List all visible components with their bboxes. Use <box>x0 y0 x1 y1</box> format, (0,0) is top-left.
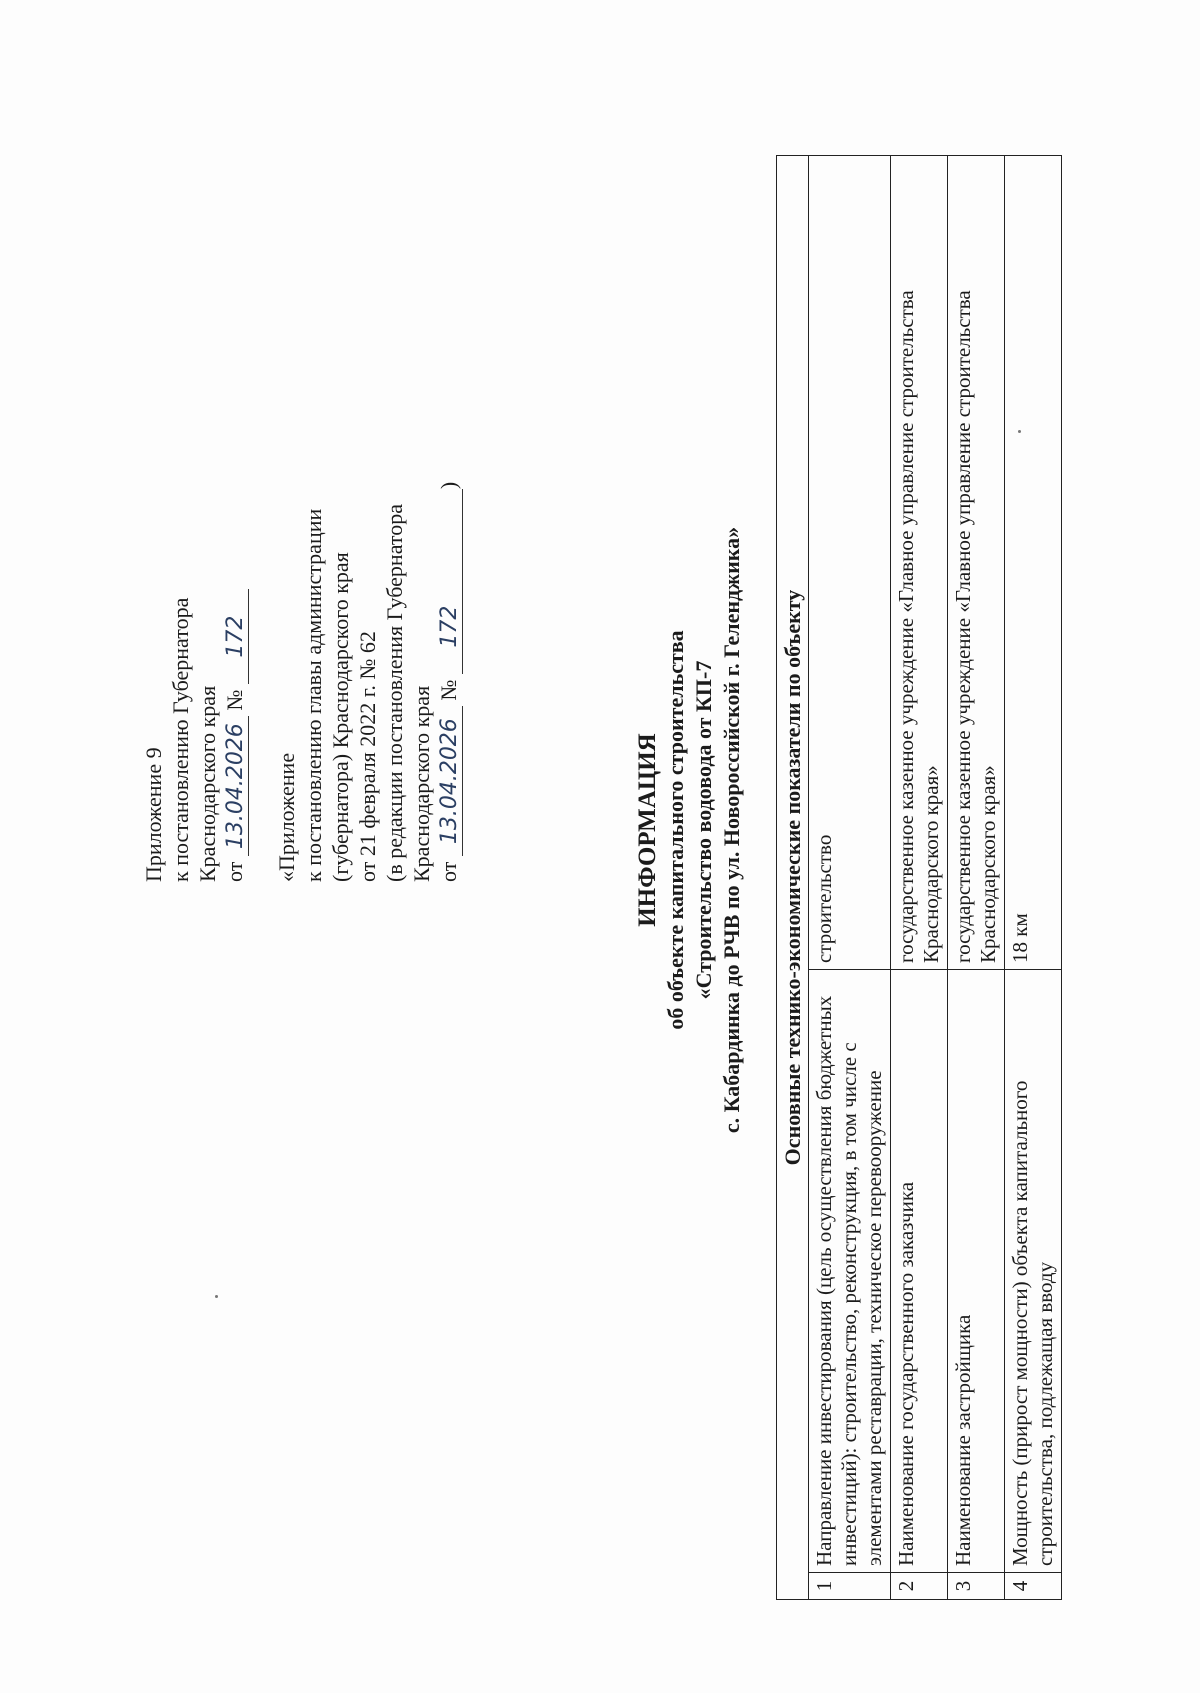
from-label: от <box>436 861 461 882</box>
appendix-ref-line: к постановлению Губернатора <box>168 597 193 882</box>
closing-paren: ) <box>436 481 461 490</box>
row-value: государственное казенное учреждение «Главное управление строительства Краснодарского края» <box>891 156 948 970</box>
handwritten-number: 172 <box>438 579 463 674</box>
row-number: 3 <box>948 1573 1005 1600</box>
table-row <box>948 156 1005 1600</box>
table-header-row <box>777 156 809 1600</box>
handwritten-number: 172 <box>224 589 249 684</box>
appendix-ref-line: Краснодарского края <box>195 685 220 882</box>
row-indicator: Наименование застройщика <box>948 970 1005 1573</box>
revision-date-line <box>435 322 463 882</box>
appendix-number: Приложение 9 <box>141 747 166 882</box>
quoted-appendix-line: к постановлению главы администрации <box>301 508 326 882</box>
row-indicator: Наименование государственного заказчика <box>891 970 948 1573</box>
document-title <box>634 210 746 1450</box>
title-object-name: «Строительство водовода от КП-7 <box>691 660 716 1000</box>
quoted-appendix-line: Краснодарского края <box>409 685 434 882</box>
blank-underline <box>440 489 463 579</box>
row-indicator: Мощность (прирост мощности) объекта капитального строительства, подлежащая вводу <box>1005 970 1062 1573</box>
quoted-appendix-title: «Приложение <box>274 752 299 882</box>
quoted-appendix-line: от 21 февраля 2022 г. № 62 <box>355 631 380 882</box>
title-object-location: с. Кабардинка до РЧВ по ул. Новороссийской г. Геленджика» <box>719 526 744 1134</box>
indicators-table <box>776 155 1062 1600</box>
row-value: государственное казенное учреждение «Главное управление строительства Краснодарского края» <box>948 156 1005 970</box>
title-subtitle: об объекте капитального строительства <box>663 630 688 1030</box>
quoted-appendix-line: (губернатора) Краснодарского края <box>328 552 353 882</box>
row-number: 4 <box>1005 1573 1062 1600</box>
title-main: ИНФОРМАЦИЯ <box>634 733 661 927</box>
appendix-date-line <box>221 322 249 882</box>
from-label: от <box>222 861 247 882</box>
number-label: № <box>222 689 247 711</box>
handwritten-date: 13.04.2026 <box>438 706 463 856</box>
quoted-appendix-line: (в редакции постановления Губернатора <box>382 504 407 882</box>
number-label: № <box>436 679 461 701</box>
handwritten-date: 13.04.2026 <box>224 716 249 856</box>
row-value: 18 км <box>1005 156 1062 970</box>
row-number: 1 <box>809 1573 891 1600</box>
row-indicator: Направление инвестирования (цель осуществления бюджетных инвестиций): строительство, реконструкция, в том числе с элементами реставрации, техническое перевооружение <box>809 970 891 1573</box>
table-header: Основные технико-экономические показатели по объекту <box>777 156 809 1600</box>
table-row <box>809 156 891 1600</box>
table-row <box>891 156 948 1600</box>
rotated-document <box>60 50 1160 1650</box>
row-number: 2 <box>891 1573 948 1600</box>
appendix-header <box>140 322 463 882</box>
row-value: строительство <box>809 156 891 970</box>
table-row <box>1005 156 1062 1600</box>
